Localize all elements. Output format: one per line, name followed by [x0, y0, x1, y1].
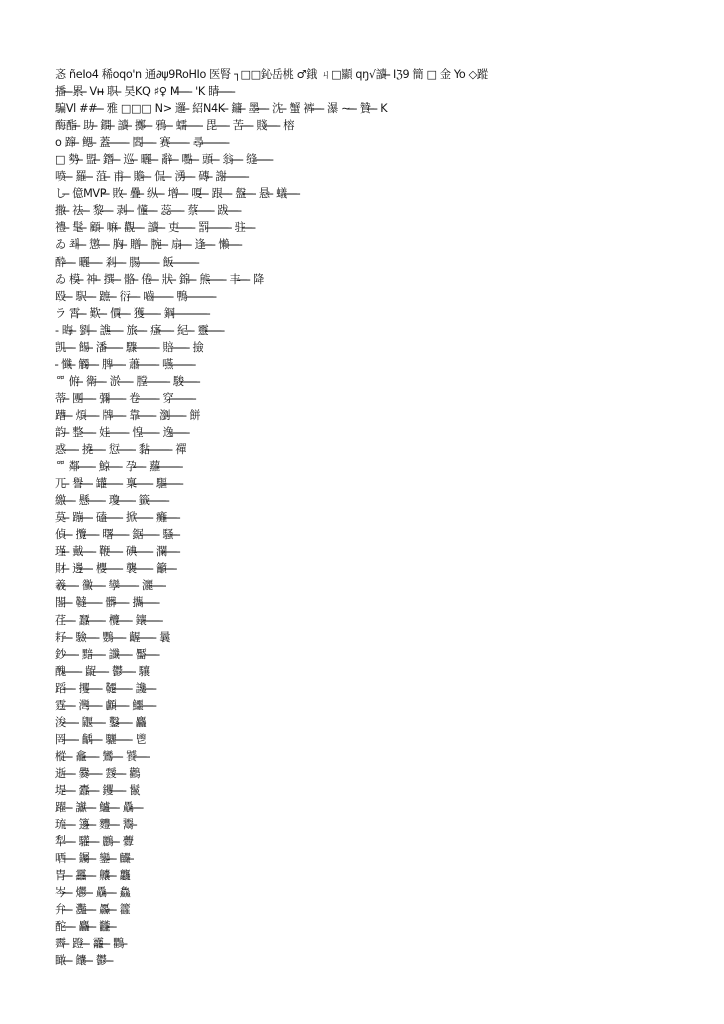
- glyph-line: 霽 ̶ 蹬 ̶ ̶ 龗 ̶ ̶ 鸜 ̶: [55, 937, 128, 951]
- glyph-line: ラ 霄 ̶ ̶ 歎 ̶ ̶ 價 ̶ ̶ ̶ 獲 ̶ ̶ ̶ ̶ ̶ 鋼 ̶ ̶ ̶ ̶ ̶ ̶ ̶ ̶ ̶ ̶ ̶: [55, 306, 210, 320]
- glyph-line: 耔 ̶ ̶ 驗 ̶ ̶ ̶ ̶ 鸚 ̶ ̶ ̶ ̶ 齷 ̶ ̶ ̶ ̶ ̶ 曩: [55, 630, 171, 644]
- glyph-line: 惑 ̶ ̶ ̶ ̶ 撓 ̶ ̶ ̶ ̶ 愆 ̶ ̶ ̶ ̶ ̶ 黏 ̶ ̶ ̶ ̶ ̶ ̶ ̶ 禪: [55, 443, 187, 457]
- glyph-line: 閣 ̶ ̶ 韃 ̶ ̶ ̶ ̶ ̶ 髒 ̶ ̶ ̶ ̶ 攜 ̶ ̶ ̶ ̶ ̶: [55, 596, 160, 610]
- glyph-line: 喷 ̶ ̶ 羅 ̶ ̶ 菹 ̶ 甫 ̶ ̶ 贍 ̶ ̶ 侃 ̶ ̶ 湧 ̶ ̶ ̶ 磚 ̶ 謝 ̶ ̶ ̶ ̶ ̶ ̶ ̶: [55, 170, 249, 184]
- glyph-line: 荏 ̶ ̶ ̶ 蠶 ̶ ̶ ̶ ̶ ̶ 欖 ̶ ̶ ̶ ̶ 鑲 ̶ ̶ ̶ ̶ ̶: [55, 613, 163, 627]
- glyph-line: 韵 ̶ 整 ̶ ̶ ̶ ̶ 娃 ̶ ̶ ̶ ̶ ̶ ̶ 惶 ̶ ̶ ̶ ̶ ̶ 逸 ̶ ̶ ̶ ̶ ̶: [55, 425, 190, 439]
- glyph-line: o 蹿 ̶ 鳃 ̶ 蓋 ̶ ̶ ̶ ̶ ̶ ̶ 閻 ̶ ̶ ̶ ̶ 赛 ̶ ̶ ̶ ̶ ̶ ̶ 尋 ̶ ̶ ̶ ̶ ̶ ̶ ̶ ̶: [55, 136, 230, 150]
- glyph-line: 羲 ̶ ̶ ̶ ̶ 黴 ̶ ̶ ̶ ̶ 孿 ̶ ̶ ̶ ̶ ̶ ̶ 灑 ̶ ̶ ̶ ̶: [55, 579, 166, 593]
- glyph-page: [55, 66, 667, 966]
- glyph-line: 撒 ̶ 祛 ̶ ̶ 黎 ̶ ̶ ̶ 剥 ̶ ̶ 懂 ̶ ̶ ̶ 蕊 ̶ ̶ ̶ ̶ 蔡 ̶ ̶ ̶ ̶ ̶ 跋 ̶ ̶ ̶ ̶: [55, 204, 242, 218]
- glyph-line: 偵 ̶ ̶ 攬 ̶ ̶ ̶ ̶ 曙 ̶ ̶ ̶ ̶ ̶ 鋸 ̶ ̶ ̶ ̶ ̶ 騷 ̶ ̶: [55, 528, 180, 542]
- glyph-line: 騙Vl ## ̶ ̶ 雅 □□□ N> 邏 ̶ 紹N4K ̶ 鏞 ̶ 墨 ̶ ̶ ̶ 沈 ̶ 蟹 裤 ̶ ̶ ̶ 瀑 ∼ ̶ ̶ 贊 ̶ ̶ K: [55, 102, 388, 116]
- glyph-line: 酡 ̶ ̶ ̶ 麤 ̶ ̶ 龖 ̶ ̶: [55, 920, 117, 934]
- glyph-line: 琉 ̶ ̶ ̶ 籩 ̶ ̶ 麷 ̶ ̶ ̶ 鬻 ̶: [55, 818, 137, 832]
- glyph-text-block: [55, 66, 667, 966]
- glyph-line: 繳 ̶ ̶ ̶ 懸 ̶ ̶ ̶ ̶ ̶ 瓊 ̶ ̶ ̶ ̶ ̶ 籤 ̶ ̶ ̶ ̶ ̶ ̶: [55, 494, 169, 508]
- glyph-line: ゐ 模 ̶ 神 ̶ 撰 ̶ ̶ 骼 ̶ 倦 ̶ ̶ 狀 ̶ 錦 ̶ ̶ 熊 ̶ ̶ ̶ ̶ ̶ 丰 ̶ ̶ ̶ 降: [55, 272, 264, 286]
- glyph-line: 岑 ̶ ̶ 爩 ̶ ̶ 驫 ̶ ̶ ̶ 鱻: [55, 886, 131, 900]
- glyph-line: 忞 ñeIo4 稀oqo'n 通∂ψ9RoHΙo 医腎 ┐□□鈊岳桃 ♂鋨 ㄐ□顯 qŋ√讀 ̶̶ Ιℨ9 簡 □ 金 Yo ◇蹤: [55, 68, 488, 81]
- glyph-line: 哂 ̶ ̶ ̶ 钃 ̶ ̶ 鑾 ̶ ̶ 麣 ̶: [55, 852, 134, 866]
- glyph-line: 凯 ̶ ̶ ̶ 餳 ̶ 潘 ̶ ̶ ̶ ̶ ̶ 驟 ̶ ̶ ̶ ̶ ̶ ̶ ̶ 賠 ̶ ̶ ̶ ̶ ̶ 撿: [55, 340, 204, 354]
- glyph-line: ᅃ 俯 ̶ 衛 ̶ ̶ ̶ 淤 ̶ ̶ ̶ ̶ 膛 ̶ ̶ ̶ ̶ ̶ ̶ ̶ 駿 ̶ ̶ ̶ ̶ ̶: [55, 374, 200, 388]
- glyph-line: し ̶ 億MVP ̶ 敗 ̶ 疊 ̶ 纵 ̶ ̶ 增 ̶ ̶ ̶ 嗄 ̶ ̶ 跟 ̶ ̶ ̶ 盤 ̶ ̶ ̶ 悬 ̶ 蟻 ̶ ̶ ̶ ̶: [55, 187, 300, 201]
- glyph-line: 逝 ̶ ̶ ̶ 爨 ̶ ̶ ̶ ̶ 靉 ̶ ̶ ̶ 鸛: [55, 766, 141, 780]
- glyph-line: ᅃ 鄰 ̶ ̶ ̶ ̶ ̶ 鯨 ̶ ̶ ̶ ̶ 孕 ̶ ̶ ̶ 蘿 ̶ ̶ ̶ ̶ ̶ ̶ ̶: [55, 460, 183, 474]
- glyph-line: 莫 ̶ 蹦 ̶ ̶ ̶ 磕 ̶ ̶ ̶ ̶ ̶ 掀 ̶ ̶ ̶ ̶ ̶ 癱 ̶ ̶ ̶ ̶: [55, 511, 180, 525]
- glyph-line: 樅 ̶ ̶ 龕 ̶ ̶ ̶ ̶ 鸞 ̶ ̶ ̶ 饕 ̶ ̶ ̶ ̶: [55, 749, 150, 763]
- glyph-line: 霆 ̶ ̶ ̶ 灣 ̶ ̶ ̶ ̶ 顱 ̶ ̶ ̶ ̶ 鱷 ̶ ̶ ̶ ̶: [55, 698, 157, 712]
- glyph-line: ゐ 쵀 ̶ ̶ 懲 ̶ ̶ ̶ 胸 ̶ 贈 ̶ ̶ 腕 ̶ ̶ 扇 ̶ ̶ ̶ 逢 ̶ ̶ ̶ 懶 ̶ ̶ ̶ ̶: [55, 238, 242, 252]
- glyph-line: □ 勢 ̶ 盟 ̶ 鐕 ̶ ̶ 巡 ̶ 曬 ̶ ̶ 辭 ̶ ̶ 嚸 ̶ ̶ 頭 ̶ ̶ 翁 ̶ ̶ ̶ 缝 ̶ ̶ ̶ ̶ ̶: [55, 153, 273, 167]
- glyph-line: 蹈 ̶ ̶ ̶ 攫 ̶ ̶ ̶ ̶ 韆 ̶ ̶ ̶ ̶ ̶ 讒 ̶ ̶ ̶: [55, 681, 157, 695]
- glyph-line: 蒂 ̶ 團 ̶ ̶ ̶ ̶ 彌 ̶ ̶ ̶ ̶ ̶ 卷 ̶ ̶ ̶ ̶ ̶ ̶ 穿 ̶ ̶ ̶ ̶ ̶ ̶ ̶: [55, 391, 196, 405]
- glyph-line: 殴 ̶ ̶ 駅 ̶ ̶ ̶ 蹠 ̶ ̶ 衍 ̶ ̶ ̶ 嚙 ̶ ̶ ̶ ̶ ̶ ̶ 鴨 ̶ ̶ ̶ ̶ ̶ ̶ ̶ ̶ ̶: [55, 289, 217, 303]
- glyph-line: 酔 ̶ ̶ ̶ 曬 ̶ ̶ ̶ ̶ 剎 ̶ ̶ ̶ 腸 ̶ ̶ ̶ ̶ ̶ ̶ 飯 ̶ ̶ ̶ ̶ ̶ ̶ ̶ ̶: [55, 255, 199, 269]
- glyph-line: 酶酯 ̶ 助 ̶ 鐧 ̶ 讀 ̶ 擲 ̶ ̶ 鴉 ̶ ̶ 蠕 ̶ ̶ ̶ ̶ ̶ 毘 ̶ ̶ ̶ ̶ 苦 ̶ ̶ ̶ 賤 ̶ ̶ ̶ ̶ 榕: [55, 119, 295, 133]
- glyph-line: 浚 ̶ ̶ ̶ ̶ 鼴 ̶ ̶ ̶ ̶ 鑿 ̶ ̶ ̶ ̶ 麤: [55, 715, 147, 729]
- glyph-line: 播 ̶ ̶累 ̶̶ Vн̶ 职 ̶ 昊KQ ♯♀ M ̶ ̶ ̶ ̶ 'K 睛 ̶ ̶ ̶ ̶ ̶: [55, 85, 235, 99]
- glyph-line: ̶ ̶ 懺 ̶ 觸 ̶ ̶ ̶ 脾 ̶ ̶ ̶ ̶ 蕭 ̶ ̶ ̶ ̶ ̶ ̶ 嚥 ̶ ̶ ̶ ̶ ̶ ̶ ̶: [55, 357, 196, 371]
- glyph-line: 瞰 ̶ ̶ 饢 ̶ ̶ 鬱 ̶ ̶: [55, 954, 114, 966]
- glyph-line: 瑾 ̶ 戴 ̶ ̶ ̶ ̶ 鞭 ̶ ̶ ̶ ̶ 碘 ̶ ̶ ̶ ̶ ̶ 瀾 ̶ ̶ ̶ ̶: [55, 545, 180, 559]
- glyph-line: 禮 ̶ 髦 ̶ 顧 ̶ 嘛 ̶ 觀 ̶ ̶ ̶ 讀 ̶ ̶ 吏 ̶ ̶ ̶ ̶ ̶ 罰 ̶ ̶ ̶ ̶ ̶ ̶ ̶ 驻 ̶ ̶ ̶: [55, 221, 256, 235]
- glyph-line: 弁 ̶ ̶ 灩 ̶ ̶ ̶ 厵 ̶ ̶ 籱: [55, 903, 131, 917]
- glyph-line: 堤 ̶ ̶ ̶ 蠹 ̶ ̶ ̶ 钁 ̶ ̶ ̶ ̶ 鬣: [55, 783, 141, 797]
- glyph-line: 兀 ̶ 譽 ̶ ̶ ̶ 罐 ̶ ̶ ̶ ̶ ̶ 稟 ̶ ̶ ̶ ̶ ̶ 驅 ̶ ̶ ̶ ̶ ̶: [55, 477, 183, 491]
- glyph-line: 罔 ̶ ̶ ̶ ̶ 齲 ̶ ̶ ̶ 驪 ̶ ̶ ̶ ̶ ̶ 鬯: [55, 732, 147, 746]
- glyph-line: 躍 ̶ ̶ 讞 ̶ ̶ ̶ 鱸 ̶ ̶ ̶ 驫 ̶ ̶ ̶: [55, 801, 144, 815]
- glyph-line: 醜 ̶ ̶ ̶ ̶ ̶ 齪 ̶ ̶ ̶ ̶ 鬱 ̶ ̶ ̶ ̶ 驤: [55, 664, 150, 678]
- glyph-line: 犁 ̶ ̶ ̶ 驩 ̶ ̶ ̶ 鸝 ̶ ̶ 虋: [55, 835, 134, 849]
- glyph-line: 蹧 ̶ ̶ 煩 ̶ ̶ ̶ ̶ 牌 ̶ ̶ ̶ ̶ 靠 ̶ ̶ ̶ ̶ ̶ 瀏 ̶ ̶ ̶ ̶ ̶ 餅: [55, 408, 201, 422]
- glyph-line: 鈔 ̶ ̶ ̶ ̶ 黯 ̶ ̶ ̶ ̶ 讖 ̶ ̶ ̶ ̶ 靨 ̶ ̶ ̶ ̶: [55, 647, 160, 661]
- glyph-line: 胄 ̶ ̶ 靐 ̶ ̶ ̶ 齉 ̶ ̶ 龘: [55, 869, 131, 883]
- glyph-line: 財 ̶ 邊 ̶ ̶ ̶ 櫻 ̶ ̶ ̶ ̶ ̶ 襲 ̶ ̶ ̶ ̶ ̶ 籲 ̶ ̶ ̶: [55, 562, 177, 576]
- glyph-line: - 晦 ̶ 劉 ̶ ̶ 譙 ̶ ̶ ̶ ̶ 旅 ̶ ̶ ̶ 瘙 ̶ ̶ ̶ ̶ 紀 ̶ ̶ 靈 ̶ ̶ ̶ ̶ ̶: [55, 323, 225, 337]
